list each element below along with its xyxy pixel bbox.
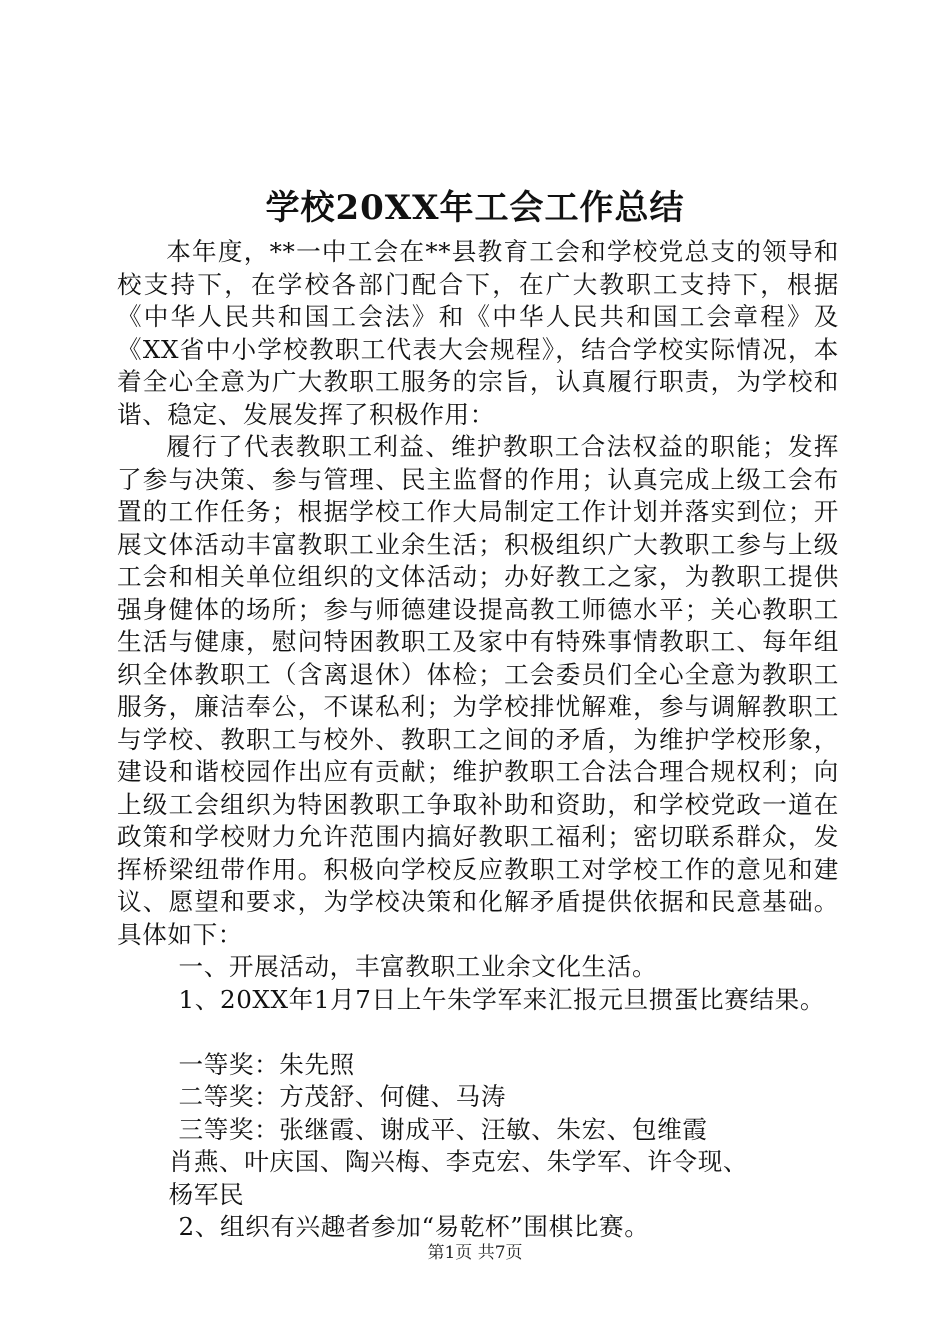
document-body [117,236,839,1244]
award-second-prize: 二等奖：方茂舒、何健、马涛 [178,1082,507,1111]
blank-line [117,1016,839,1049]
section-heading-activities: 一、开展活动，丰富教职工业余文化生活。 [178,952,658,981]
intro-paragraph: 本年度，**一中工会在**县教育工会和学校党总支的领导和校支持下，在学校各部门配合下，在广大教职工支持下，根据《中华人民共和国工会法》和《中华人民共和国工会章程》及《XX省中小学校教职工代表大会规程》，结合学校实际情况，本着全心全意为广大教职工服务的宗旨，认真履行职责，为学校和谐、稳定、发展发挥了积极作用： [117,237,839,429]
page-number-footer: 第1页 共7页 [427,1243,523,1263]
list-item-go-competition: 2、组织有兴趣者参加“易乾杯”围棋比赛。 [178,1212,650,1241]
award-third-prize: 三等奖：张继霞、谢成平、汪敏、朱宏、包维霞 [178,1114,708,1144]
award-third-prize-continued: 肖燕、叶庆国、陶兴梅、李克宏、朱学军、许令现、 [168,1147,749,1176]
award-third-prize-continued-2: 杨军民 [168,1179,245,1209]
list-item-card-game-result: 1、20XX年1月7日上午朱学军来汇报元旦掼蛋比赛结果。 [178,984,826,1014]
award-first-prize: 一等奖：朱先照 [178,1049,355,1079]
document-title: 学校20XX年工会工作总结 [265,188,685,228]
duties-paragraph: 履行了代表教职工利益、维护教职工合法权益的职能；发挥了参与决策、参与管理、民主监督的作用；认真完成上级工会布置的工作任务；根据学校工作大局制定工作计划并落实到位；开展文体活动丰富教职工业余生活；积极组织广大教职工参与上级工会和相关单位组织的文体活动；办好教工之家，为教职工提供强身健体的场所；参与师德建设提高教工师德水平；关心教职工生活与健康，慰问特困教职工及家中有特殊事情教职工、每年组织全体教职工（含离退休）体检；工会委员们全心全意为教职工服务，廉洁奉公，不谋私利；为学校排忧解难，参与调解教职工与学校、教职工与校外、教职工之间的矛盾，为维护学校形象，建设和谐校园作出应有贡献；维护教职工合法合理合规权利；向上级工会组织为特困教职工争取补助和资助，和学校党政一道在政策和学校财力允许范围内搞好教职工福利；密切联系群众，发挥桥梁纽带作用。积极向学校反应教职工对学校工作的意见和建议、愿望和要求，为学校决策和化解矛盾提供依据和民意基础。具体如下： [117,432,839,949]
